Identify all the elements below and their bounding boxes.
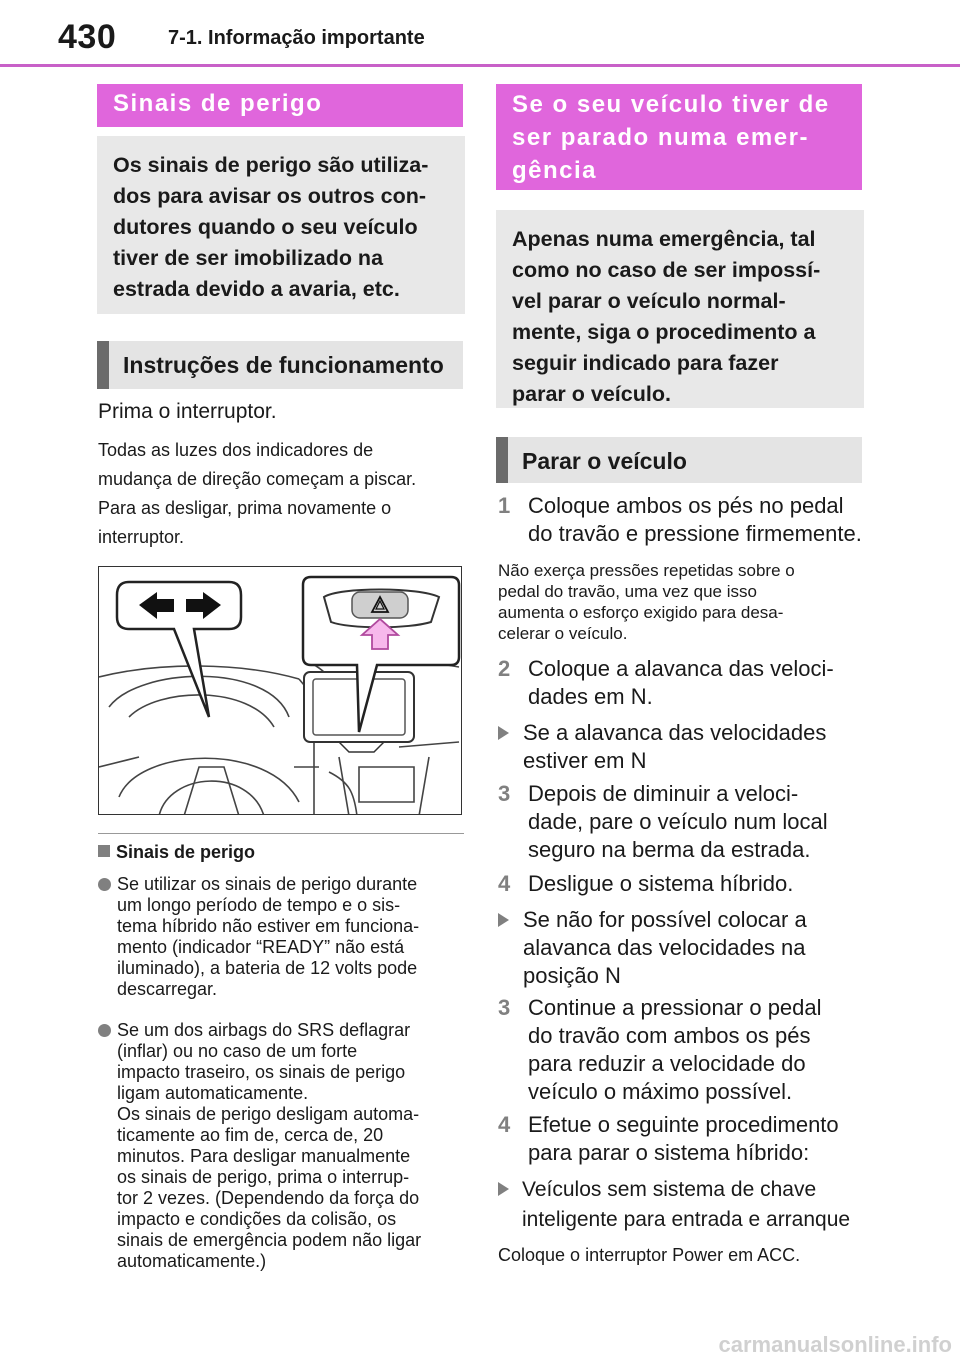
step-4a xyxy=(498,870,868,898)
step-2 xyxy=(498,655,868,711)
step-number: 3 xyxy=(498,781,511,806)
note-bullet-text: Se utilizar os sinais de perigo durante um longo período de tempo e o sis- tema híbrido não estiver em funciona- mento (indicador “READY” não está iluminado), a bateria de 12 volts pode descarregar. xyxy=(117,874,420,999)
square-bullet-icon xyxy=(98,845,110,857)
step-text: Depois de diminuir a veloci- dade, pare o veículo num local seguro na berma da estrada. xyxy=(528,781,828,862)
hazard-switch-illustration xyxy=(98,566,462,815)
final-instruction: Coloque o interruptor Power em ACC. xyxy=(498,1245,801,1265)
step-text: Desligue o sistema híbrido. xyxy=(528,871,794,896)
condition-neutral xyxy=(498,719,868,775)
stop-vehicle-heading: Parar o veículo xyxy=(496,437,862,483)
description-text: Todas as luzes dos indicadores de mudança de direção começam a piscar. Para as desligar, prima novamente o interruptor. xyxy=(98,440,417,547)
step-number: 1 xyxy=(498,493,511,518)
triangle-bullet-icon xyxy=(498,726,509,740)
note-heading-label: Sinais de perigo xyxy=(116,842,256,862)
note-heading xyxy=(98,840,255,864)
hazard-heading: Sinais de perigo xyxy=(97,84,463,127)
header-rule xyxy=(0,64,960,67)
condition-text: Se não for possível colocar a alavanca das velocidades na posição N xyxy=(523,907,807,988)
step-text: Continue a pressionar o pedal do travão com ambos os pés para reduzir a velocidade do veículo o máximo possível. xyxy=(528,995,822,1104)
step-1-note: Não exerça pressões repetidas sobre o pedal do travão, uma vez que isso aumenta o esforço exigido para desa- celerar o veículo. xyxy=(498,561,795,643)
note-bullet-text: Se um dos airbags do SRS deflagrar (inflar) ou no caso de um forte impacto traseiro, os sinais de perigo ligam automaticamente. Os sinais de perigo desligam automa- ticamente ao fim de, cerca de, 20 minutos. Para desligar manualmente os sinais de perigo, prima o interrup- tor 2 vezes. (Dependendo da força do impacto e condições da colisão, os sinais de emergência podem não ligar automaticamente.) xyxy=(117,1020,422,1271)
step-number: 3 xyxy=(498,995,511,1020)
page-number: 430 xyxy=(58,18,117,56)
step-text: Efetue o seguinte procedimento para parar o sistema híbrido: xyxy=(528,1112,839,1165)
watermark: carmanualsonline.info xyxy=(718,1332,952,1357)
note-divider xyxy=(98,833,464,834)
press-switch-text: Prima o interruptor. xyxy=(98,400,277,423)
emergency-heading: Se o seu veículo tiver de ser parado numa emer- gência xyxy=(496,84,862,190)
triangle-bullet-icon xyxy=(498,913,509,927)
dashboard-drawing xyxy=(99,567,462,815)
emergency-intro-box: Apenas numa emergência, tal como no caso de ser impossí- vel parar o veículo normal- mente, siga o procedimento a seguir indicado para fazer parar o veículo. xyxy=(496,210,864,408)
section-title: 7-1. Informação importante xyxy=(168,27,425,49)
step-3a xyxy=(498,780,868,864)
page-header xyxy=(0,0,960,68)
step-text: Coloque ambos os pés no pedal do travão e pressione firmemente. xyxy=(528,493,862,546)
step-number: 2 xyxy=(498,656,511,681)
bullet-dot-icon xyxy=(98,1024,111,1037)
step-4b xyxy=(498,1111,868,1167)
step-1 xyxy=(498,492,868,548)
condition-text: Veículos sem sistema de chave inteligente para entrada e arranque xyxy=(522,1178,851,1231)
step-text: Coloque a alavanca das veloci- dades em N. xyxy=(528,656,834,709)
step-number: 4 xyxy=(498,871,511,896)
bullet-dot-icon xyxy=(98,878,111,891)
condition-text: Se a alavanca das velocidades estiver em N xyxy=(523,720,827,773)
hazard-intro-box: Os sinais de perigo são utiliza- dos para avisar os outros con- dutores quando o seu veículo tiver de ser imobilizado na estrada devido a avaria, etc. xyxy=(97,136,465,314)
step-3b xyxy=(498,994,868,1106)
step-number: 4 xyxy=(498,1112,511,1137)
condition-not-neutral xyxy=(498,906,868,990)
condition-no-smart-key xyxy=(498,1175,868,1235)
triangle-bullet-icon xyxy=(498,1182,509,1196)
instructions-heading: Instruções de funcionamento xyxy=(97,341,463,389)
